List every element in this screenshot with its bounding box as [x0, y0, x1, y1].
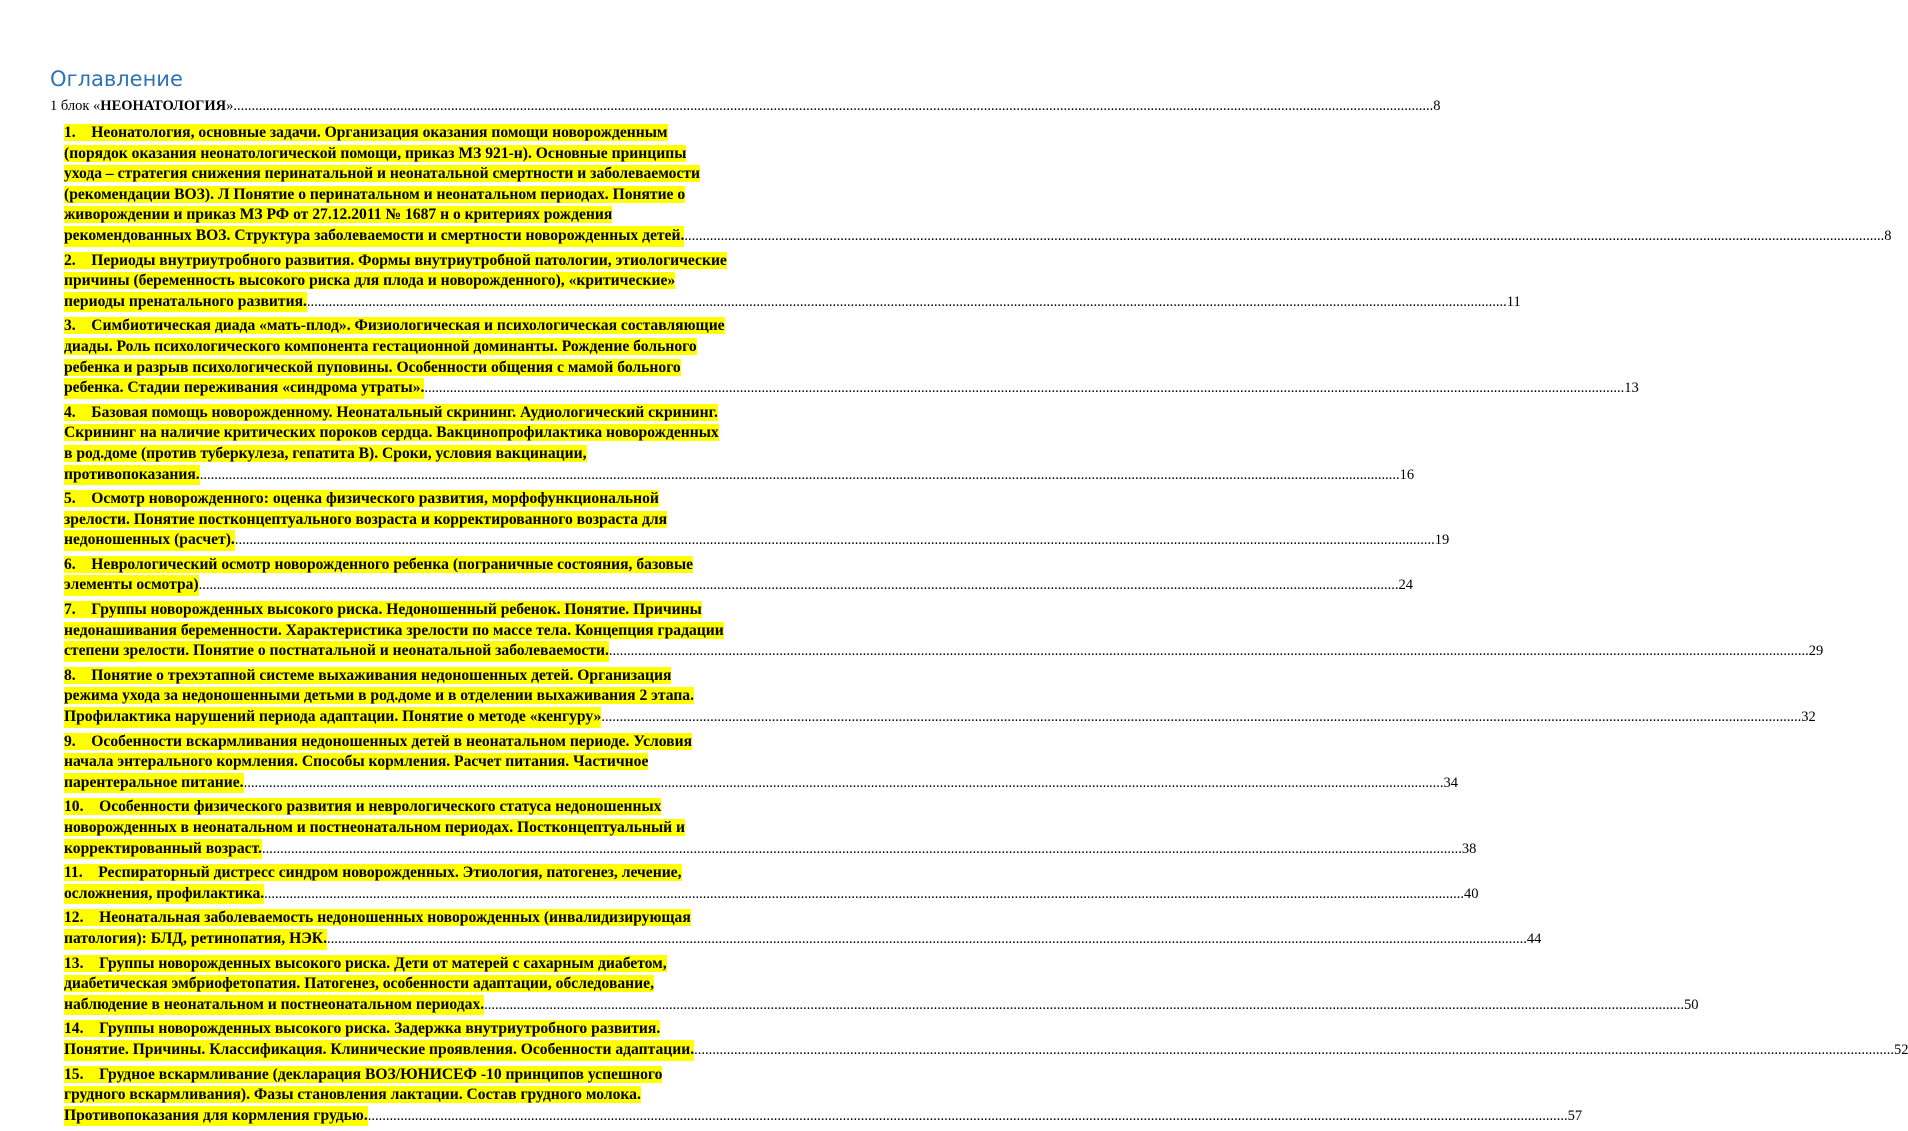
toc-entry-line: (порядок оказания неонатологической помощи, приказ МЗ 921-н). Основные принципы — [64, 144, 687, 162]
toc-entry-line: элементы осмотра) — [64, 575, 199, 596]
toc-entry-line: 1. Неонатология, основные задачи. Организация оказания помощи новорожденным — [64, 124, 668, 141]
page-number: 38 — [1461, 840, 1477, 857]
toc-entry[interactable] — [64, 552, 1414, 596]
page-number: 29 — [1808, 643, 1824, 660]
toc-entry-line: 5. Осмотр новорожденного: оценка физического развития, морфофункциональной — [64, 490, 659, 508]
toc-entry-line: диабетическая эмбриофетопатия. Патогенез, особенности адаптации, обследование, — [64, 975, 654, 993]
toc-entry-line: патология): БЛД, ретинопатия, НЭК. — [64, 929, 327, 950]
toc-entry-line: 8. Понятие о трехэтапной системе выхаживания недоношенных детей. Организация — [64, 666, 672, 684]
toc-entry-line: новорожденных в неонатальном и постнеонатальном периодах. Постконцептуальный и — [64, 819, 685, 836]
toc-entry-line: ухода – стратегия снижения перинатальной и неонатальной смертности и заболеваемости — [64, 165, 701, 183]
toc-entry-line: 13. Группы новорожденных высокого риска. Дети от матерей с сахарным диабетом, — [64, 954, 667, 972]
toc-entry-line: 6. Неврологический осмотр новорожденного ребенка (пограничные состояния, базовые — [64, 555, 694, 573]
toc-entry-line: (рекомендации ВОЗ). Л Понятие о перинатальном и неонатальном периодах. Понятие о — [64, 185, 686, 203]
block-prefix: 1 блок « — [50, 98, 101, 114]
dot-leader — [244, 773, 1444, 794]
toc-entry-line: Профилактика нарушений периода адаптации. Понятие о методе «кенгуру» — [64, 707, 601, 728]
toc-entry-line: недоношенных (расчет). — [64, 530, 235, 551]
toc-entry-line: начала энтерального кормления. Способы кормления. Расчет питания. Частичное — [64, 753, 649, 771]
page-number: 8 — [1884, 227, 1892, 244]
dot-leader — [484, 995, 1684, 1016]
dot-leader — [262, 839, 1462, 860]
toc-entry-line: 3. Симбиотическая диада «мать-плод». Физиологическая и психологическая составляющие — [64, 317, 725, 335]
toc-entry[interactable] — [64, 486, 1450, 551]
toc-entry[interactable] — [64, 860, 1479, 904]
toc-entry-line: 15. Грудное вскармливание (декларация ВОЗ/ЮНИСЕФ -10 принципов успешного — [64, 1065, 663, 1083]
page-number: 11 — [1506, 293, 1521, 310]
toc-entry[interactable] — [64, 951, 1699, 1016]
toc-entry-line: режима ухода за недоношенными детьми в род.доме и в отделении выхаживания 2 этапа. — [64, 687, 695, 705]
dot-leader — [601, 707, 1801, 728]
toc-entry-line: 14. Группы новорожденных высокого риска. Задержка внутриутробного развития. — [64, 1020, 661, 1038]
toc-entry-line: 2. Периоды внутриутробного развития. Формы внутриутробной патологии, этиологические — [64, 251, 727, 269]
toc-entry-line: 7. Группы новорожденных высокого риска. Недоношенный ребенок. Понятие. Причины — [64, 601, 702, 619]
toc-entry-line: зрелости. Понятие постконцептуального возраста и корректированного возраста для — [64, 510, 668, 528]
toc-entry-line: корректированный возраст. — [64, 839, 262, 860]
dot-leader — [684, 226, 1884, 247]
block-suffix: » — [226, 98, 234, 114]
dot-leader — [609, 641, 1809, 662]
toc-entry-line: Понятие. Причины. Классификация. Клинические проявления. Особенности адаптации. — [64, 1040, 694, 1061]
toc-entry[interactable] — [64, 663, 1816, 728]
toc-entry[interactable] — [64, 1062, 1583, 1127]
dot-leader — [233, 97, 1433, 116]
page-number: 57 — [1567, 1107, 1583, 1124]
dot-leader — [264, 884, 1464, 905]
toc-entry-line: 10. Особенности физического развития и неврологического статуса недоношенных — [64, 798, 662, 816]
toc-entry-line: периоды пренатального развития. — [64, 292, 307, 313]
dot-leader — [327, 929, 1527, 950]
page-number: 40 — [1464, 885, 1479, 902]
dot-leader — [200, 465, 1400, 486]
toc-entry[interactable] — [64, 120, 1892, 247]
dot-leader — [368, 1106, 1568, 1127]
toc-entry-line: рекомендованных ВОЗ. Структура заболеваемости и смертности новорожденных детей. — [64, 226, 684, 247]
toc-entry-line: 11. Респираторный дистресс синдром новорожденных. Этиология, патогенез, лечение, — [64, 864, 682, 882]
toc-entry[interactable] — [64, 400, 1415, 485]
toc-entry-line: 4. Базовая помощь новорожденному. Неонатальный скрининг. Аудиологический скрининг. — [64, 403, 718, 421]
page-number: 34 — [1443, 774, 1458, 791]
toc-entry-line: диады. Роль психологического компонента гестационной доминанты. Рождение больного — [64, 337, 697, 355]
toc-heading: Оглавление — [50, 67, 183, 91]
toc-entry[interactable] — [64, 248, 1521, 313]
page-number: 16 — [1399, 466, 1415, 483]
dot-leader — [694, 1040, 1894, 1061]
toc-entry-line: живорождении и приказ МЗ РФ от 27.12.2011 № 1687 н о критериях рождения — [64, 206, 613, 224]
page-number: 13 — [1624, 380, 1639, 397]
toc-entry-line: осложнения, профилактика. — [64, 884, 264, 905]
toc-entry-line: причины (беременность высокого риска для плода и новорожденного), «критические» — [64, 272, 676, 290]
toc-entry[interactable] — [64, 729, 1458, 794]
page-number: 52 — [1893, 1041, 1908, 1058]
toc-entry[interactable] — [64, 905, 1542, 949]
toc-block-link[interactable] — [50, 97, 1441, 116]
toc-entry-line: ребенка. Стадии переживания «синдрома утраты». — [64, 378, 424, 399]
toc-entry[interactable] — [64, 1016, 1908, 1060]
toc-entry-line: Скрининг на наличие критических пороков сердца. Вакцинопрофилактика новорожденных — [64, 424, 719, 442]
page-number: 50 — [1684, 996, 1699, 1013]
page-number: 8 — [1433, 98, 1441, 114]
toc-entry-line: грудного вскармливания). Фазы становления лактации. Состав грудного молока. — [64, 1086, 641, 1104]
toc-entries — [64, 120, 1908, 1127]
toc-entry-line: в род.доме (против туберкулеза, гепатита В). Сроки, условия вакцинации, — [64, 444, 587, 462]
toc-entry-line: ребенка и разрыв психологической пуповины. Особенности общения с мамой больного — [64, 358, 681, 376]
toc-entry-line: Противопоказания для кормления грудью. — [64, 1106, 368, 1127]
block-title: НЕОНАТОЛОГИЯ — [100, 98, 227, 114]
toc-entry-line: 9. Особенности вскармливания недоношенных детей в неонатальном периоде. Условия — [64, 732, 693, 750]
toc-entry[interactable] — [64, 597, 1824, 662]
page-number: 32 — [1801, 709, 1816, 726]
dot-leader — [199, 575, 1399, 596]
toc-entry-line: парентеральное питание. — [64, 773, 244, 794]
toc-entry-line: недонашивания беременности. Характеристика зрелости по массе тела. Концепция градации — [64, 621, 724, 639]
page-number: 44 — [1526, 930, 1542, 947]
dot-leader — [235, 530, 1435, 551]
dot-leader — [307, 292, 1507, 313]
toc-entry-line: наблюдение в неонатальном и постнеонатальном периодах. — [64, 995, 484, 1016]
toc-entry-line: 12. Неонатальная заболеваемость недоношенных новорожденных (инвалидизирующая — [64, 909, 691, 927]
page-number: 19 — [1434, 532, 1450, 549]
toc-entry[interactable] — [64, 794, 1477, 859]
page-number: 24 — [1398, 577, 1414, 594]
toc-entry-line: противопоказания. — [64, 465, 200, 486]
toc-entry-line: степени зрелости. Понятие о постнатальной и неонатальной заболеваемости. — [64, 641, 609, 662]
dot-leader — [424, 378, 1624, 399]
toc-entry[interactable] — [64, 313, 1639, 398]
